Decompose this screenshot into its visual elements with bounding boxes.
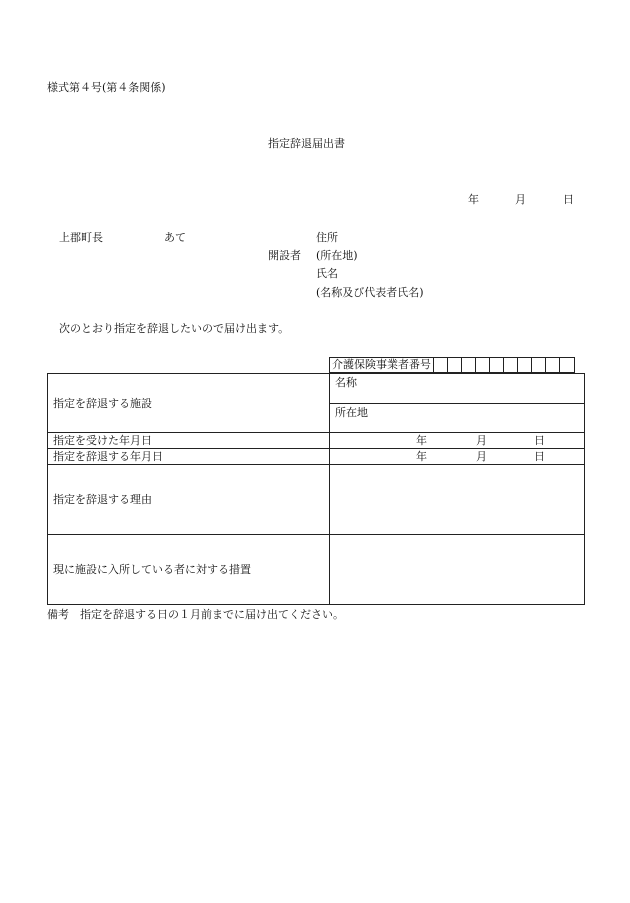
provider-number-box [329,357,575,373]
provider-number-digit[interactable] [504,358,518,372]
address-sub-label: (所在地) [316,249,358,262]
withdraw-date-month: 月 [476,450,487,463]
provider-number-digit[interactable] [560,358,574,372]
facility-name-label: 名称 [335,376,357,389]
provider-number-digit[interactable] [476,358,490,372]
facility-name-cell[interactable] [330,374,585,404]
header-date-month: 月 [515,193,526,206]
page-title: 指定辞退届出書 [268,137,345,150]
provider-number-digit[interactable] [532,358,546,372]
provider-number-digit[interactable] [462,358,476,372]
designated-date-cell[interactable] [330,433,585,449]
provider-number-digit[interactable] [546,358,560,372]
addressee-name: 上郡町長 [59,231,103,244]
withdraw-date-cell[interactable] [330,449,585,465]
withdraw-date-label: 指定を辞退する年月日 [48,449,330,465]
facility-location-cell[interactable] [330,404,585,433]
note-text: 備考 指定を辞退する日の１月前までに届け出てください。 [47,608,344,621]
withdrawal-table [47,373,585,605]
designated-date-year: 年 [416,434,427,447]
designated-date-day: 日 [534,434,545,447]
provider-number-digit[interactable] [448,358,462,372]
name-label: 氏名 [316,267,338,280]
applicant-role: 開設者 [268,249,301,262]
withdraw-date-day: 日 [534,450,545,463]
reason-label: 指定を辞退する理由 [48,465,330,535]
header-date-day: 日 [563,193,574,206]
form-number: 様式第４号(第４条関係) [47,81,166,94]
designated-date-month: 月 [476,434,487,447]
provider-number-digit[interactable] [490,358,504,372]
provider-number-digit[interactable] [434,358,448,372]
designated-date-label: 指定を受けた年月日 [48,433,330,449]
facility-label: 指定を辞退する施設 [48,374,330,433]
provider-number-label: 介護保険事業者番号 [330,358,434,372]
provider-number-digit[interactable] [518,358,532,372]
measures-cell[interactable] [330,535,585,605]
header-date-year: 年 [468,193,479,206]
reason-cell[interactable] [330,465,585,535]
withdraw-date-year: 年 [416,450,427,463]
name-sub-label: (名称及び代表者氏名) [316,286,424,299]
address-label: 住所 [316,231,338,244]
facility-location-label: 所在地 [335,406,368,419]
intro-text: 次のとおり指定を辞退したいので届け出ます。 [59,322,290,335]
addressee-suffix: あて [164,231,186,244]
measures-label: 現に施設に入所している者に対する措置 [48,535,330,605]
